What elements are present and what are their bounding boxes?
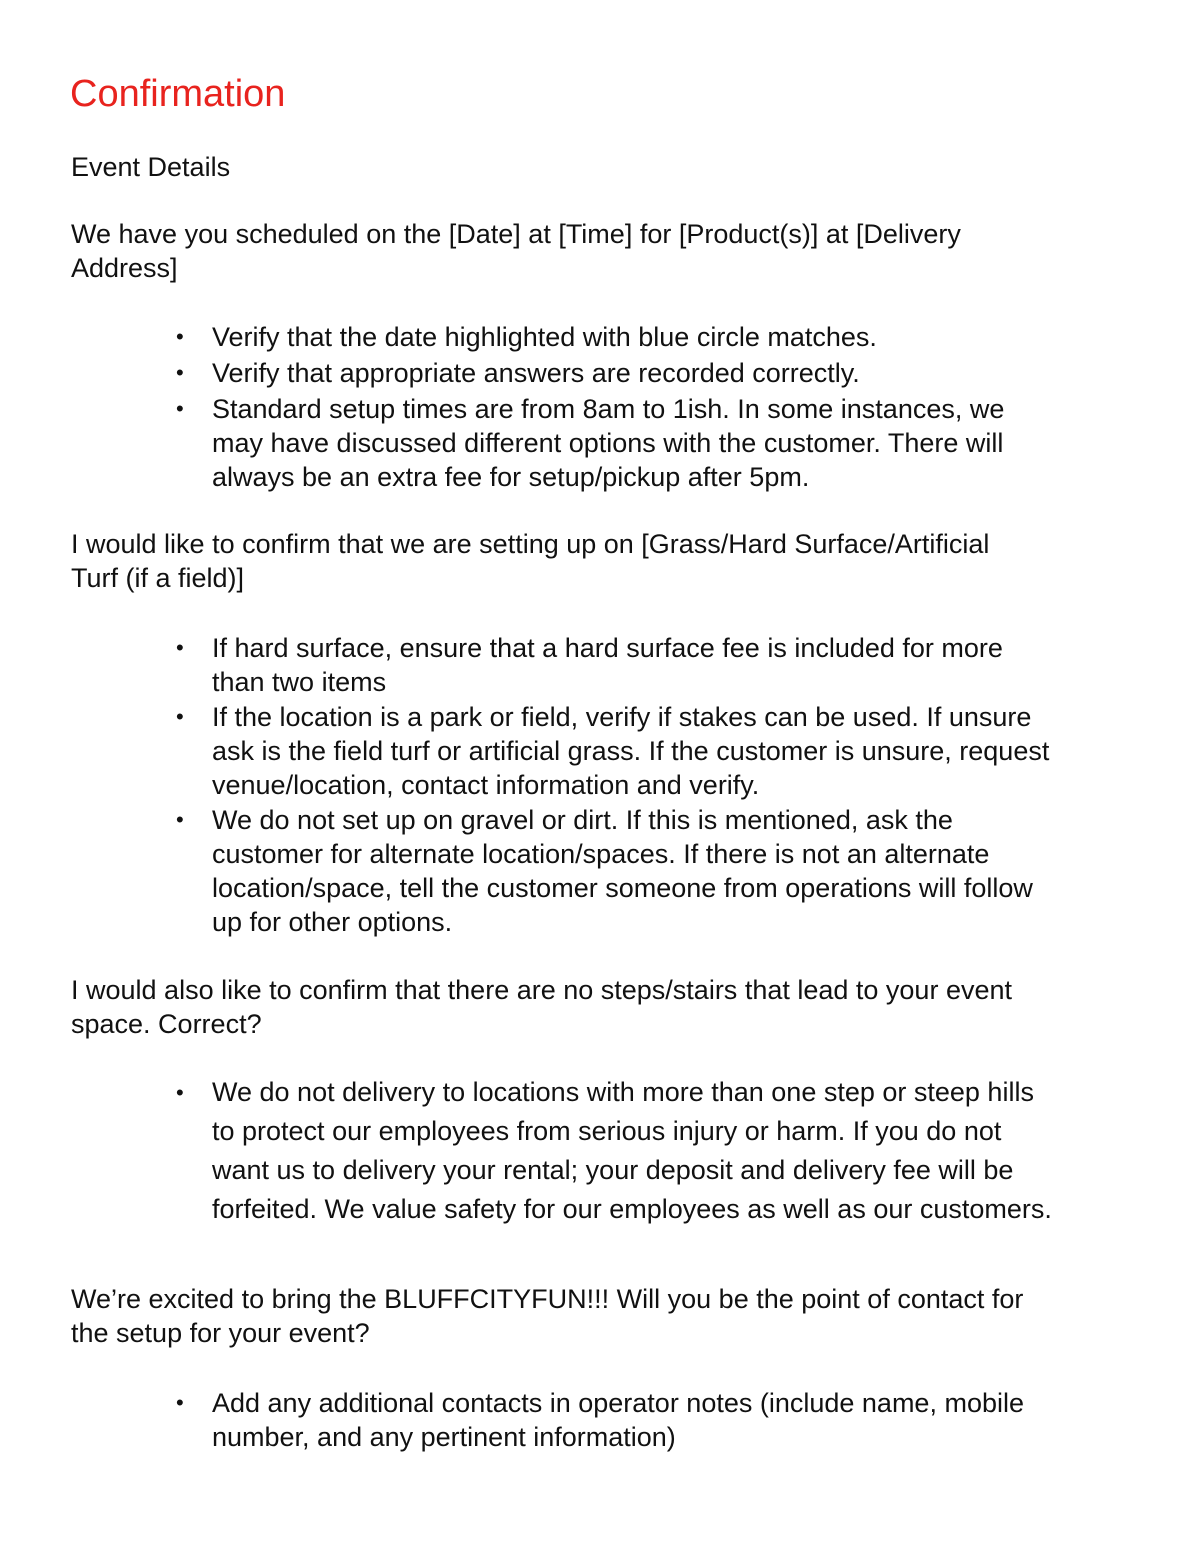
bullet-icon: • — [176, 1080, 184, 1105]
page-title: Confirmation — [70, 73, 286, 115]
text-line: ask is the field turf or artificial grass. If the customer is unsure, request — [212, 736, 1050, 766]
paragraph — [71, 527, 989, 595]
bullet-icon: • — [176, 635, 184, 660]
paragraph — [71, 1282, 1023, 1350]
bullet-item — [176, 1386, 1024, 1454]
text-line: number, and any pertinent information) — [212, 1422, 676, 1452]
text-line: We’re excited to bring the BLUFFCITYFUN!!! Will you be the point of contact for — [71, 1284, 1024, 1314]
bullet-icon: • — [176, 396, 184, 421]
text-line: to protect our employees from serious injury or harm. If you do not — [212, 1116, 1002, 1146]
bullet-item — [176, 803, 1033, 939]
bullet-icon: • — [176, 360, 184, 385]
bullet-item — [176, 356, 860, 390]
text-line: Add any additional contacts in operator notes (include name, mobile — [212, 1388, 1024, 1418]
text-line: I would like to confirm that we are setting up on [Grass/Hard Surface/Artificial — [71, 529, 990, 559]
text-line: Verify that the date highlighted with blue circle matches. — [212, 322, 877, 352]
bullet-item — [176, 700, 1050, 802]
text-line: Turf (if a field)] — [71, 563, 245, 593]
text-line: forfeited. We value safety for our employees as well as our customers. — [212, 1194, 1052, 1224]
text-line: If the location is a park or field, verify if stakes can be used. If unsure — [212, 702, 1032, 732]
bullet-item — [176, 320, 877, 354]
text-line: want us to delivery your rental; your deposit and delivery fee will be — [212, 1155, 1014, 1185]
text-line: location/space, tell the customer someone from operations will follow — [212, 873, 1033, 903]
text-line: up for other options. — [212, 907, 453, 937]
bullet-item — [176, 1073, 1052, 1229]
text-line: the setup for your event? — [71, 1318, 370, 1348]
section-heading: Event Details — [71, 152, 231, 182]
bullet-icon: • — [176, 1390, 184, 1415]
text-line: may have discussed different options with the customer. There will — [212, 428, 1004, 458]
text-line: space. Correct? — [71, 1009, 262, 1039]
text-line: Address] — [71, 253, 178, 283]
text-line: than two items — [212, 667, 387, 697]
text-line: I would also like to confirm that there are no steps/stairs that lead to your event — [71, 975, 1012, 1005]
text-line: We have you scheduled on the [Date] at [Time] for [Product(s)] at [Delivery — [71, 219, 961, 249]
bullet-icon: • — [176, 704, 184, 729]
bullet-icon: • — [176, 807, 184, 832]
text-line: We do not delivery to locations with more than one step or steep hills — [212, 1077, 1034, 1107]
text-line: Standard setup times are from 8am to 1ish. In some instances, we — [212, 394, 1005, 424]
bullet-item — [176, 631, 1003, 699]
bullet-item — [176, 392, 1005, 494]
text-line: customer for alternate location/spaces. If there is not an alternate — [212, 839, 990, 869]
text-line: If hard surface, ensure that a hard surface fee is included for more — [212, 633, 1003, 663]
text-line: We do not set up on gravel or dirt. If this is mentioned, ask the — [212, 805, 953, 835]
text-line: always be an extra fee for setup/pickup after 5pm. — [212, 462, 810, 492]
bullet-icon: • — [176, 324, 184, 349]
text-line: Verify that appropriate answers are recorded correctly. — [212, 358, 860, 388]
text-line: venue/location, contact information and verify. — [212, 770, 760, 800]
paragraph — [71, 217, 961, 285]
paragraph — [71, 973, 1012, 1041]
